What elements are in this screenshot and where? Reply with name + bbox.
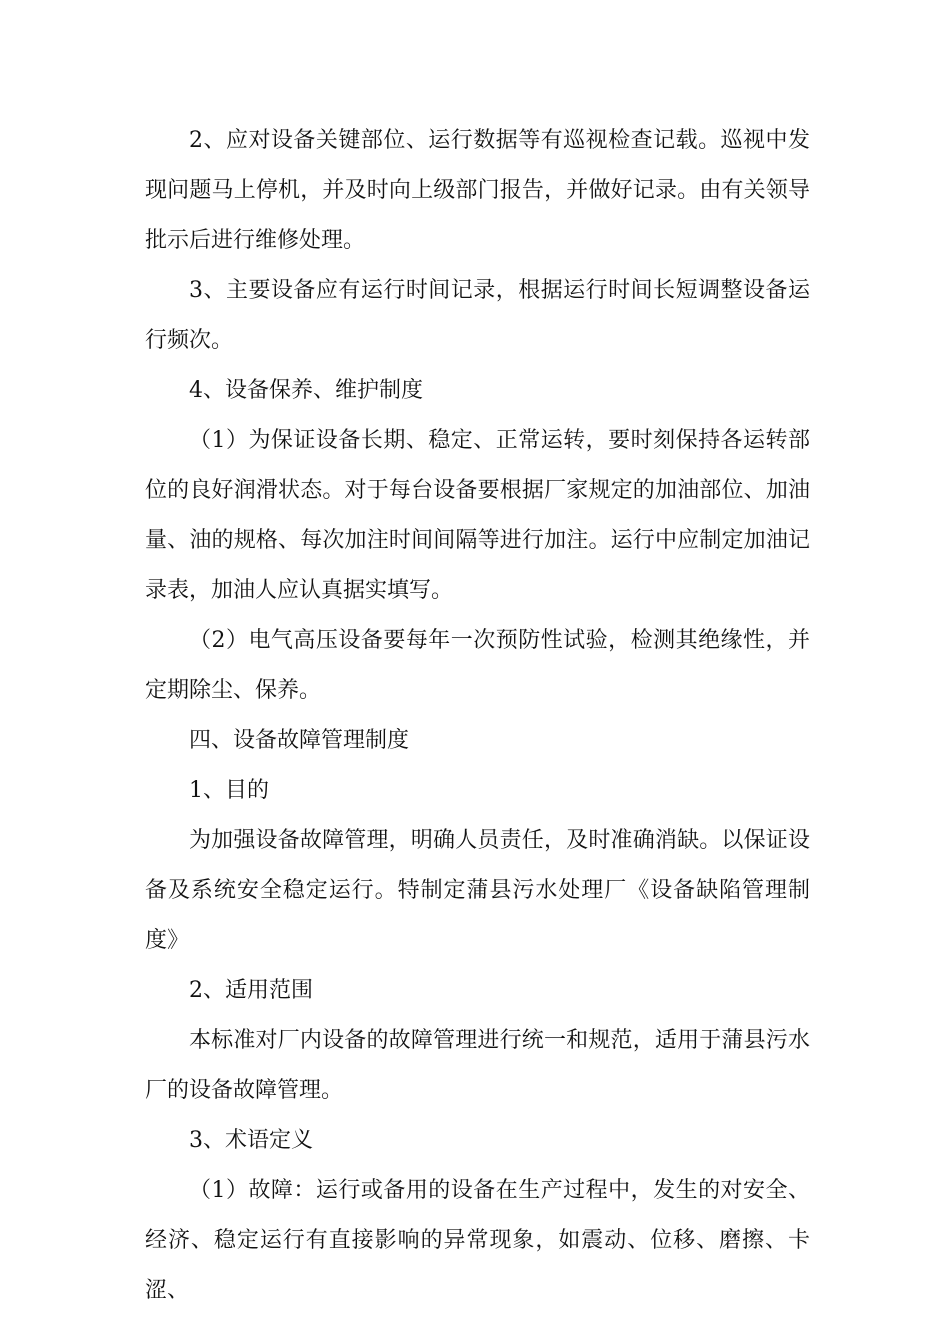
paragraph-lubrication: （1）为保证设备长期、稳定、正常运转，要时刻保持各运转部位的良好润滑状态。对于每台设备要根据厂家规定的加油部位、加油量、油的规格、每次加注时间间隔等进行加注。运行中应制定加油记录表，加油人应认真据实填写。 [145,428,810,603]
heading-definitions: 3、术语定义 [189,1128,313,1153]
document-body [145,116,810,1316]
paragraph-high-voltage-testing: （2）电气高压设备要每年一次预防性试验，检测其绝缘性，并定期除尘、保养。 [145,628,810,703]
heading-purpose: 1、目的 [189,778,269,803]
paragraph-runtime-records: 3、主要设备应有运行时间记录，根据运行时间长短调整设备运行频次。 [145,278,810,353]
paragraph-purpose: 为加强设备故障管理，明确人员责任，及时准确消缺。以保证设备及系统安全稳定运行。特制定蒲县污水处理厂《设备缺陷管理制度》 [145,828,810,953]
heading-fault-management: 四、设备故障管理制度 [189,728,410,753]
heading-maintenance-system: 4、设备保养、维护制度 [189,378,423,403]
paragraph-fault-definition: （1）故障：运行或备用的设备在生产过程中，发生的对安全、经济、稳定运行有直接影响的异常现象，如震动、位移、磨擦、卡涩、 [145,1178,810,1303]
heading-scope: 2、适用范围 [189,978,313,1003]
paragraph-inspection-records: 2、应对设备关键部位、运行数据等有巡视检查记载。巡视中发现问题马上停机，并及时向上级部门报告，并做好记录。由有关领导批示后进行维修处理。 [145,128,810,253]
paragraph-scope: 本标准对厂内设备的故障管理进行统一和规范，适用于蒲县污水厂的设备故障管理。 [145,1028,810,1103]
